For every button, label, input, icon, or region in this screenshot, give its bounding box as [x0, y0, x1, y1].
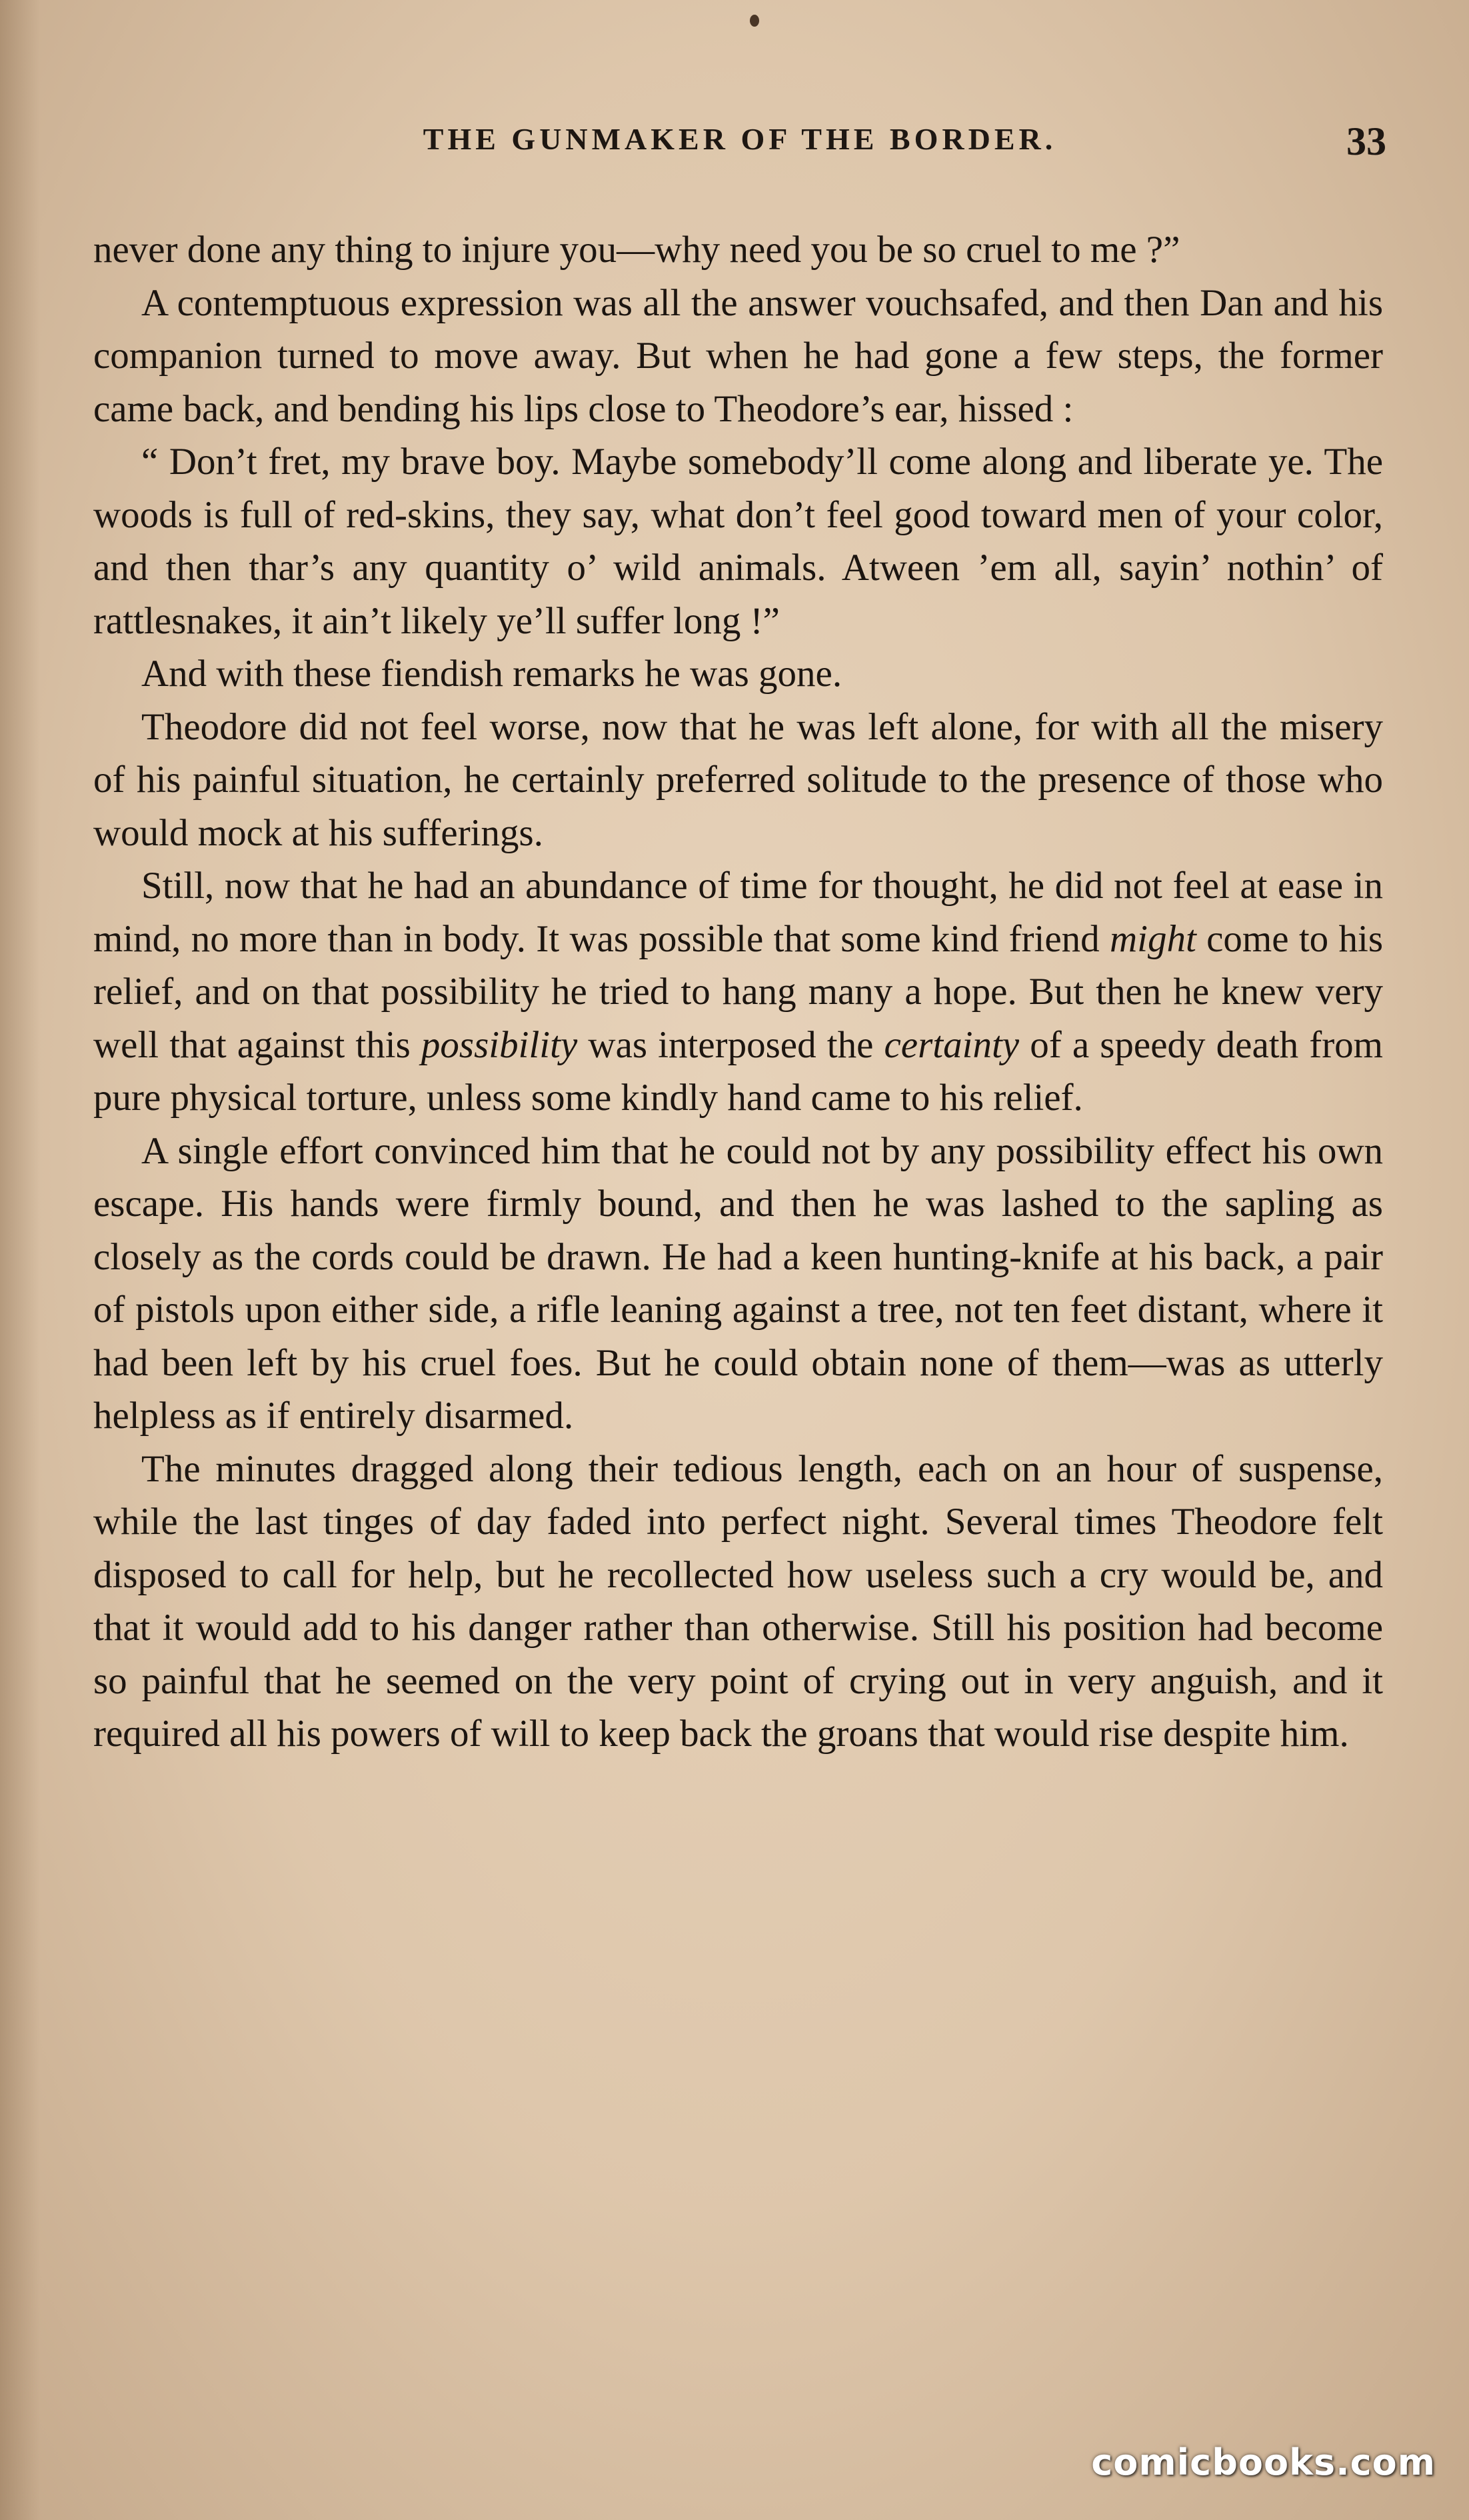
text-span: come to his relief, and on that possibility he tried to hang many a hope. But then he knew very well that against this [93, 917, 1383, 1066]
text-span: And with these fiendish remarks he was gone. [141, 653, 842, 695]
running-title: THE GUNMAKER OF THE BORDER. [423, 122, 1057, 156]
text-span: The minutes dragged along their tedious length, each on an hour of suspense, while the last tinges of day faded into perfect night. Several times Theodore felt disposed to call for help, but he recollected how useless such a cry would be, and that it would add to his danger rather than otherwise. Still his position had become so painful that he seemed on the very point of crying out in very anguish, and it required all his powers of will to keep back the groans that would rise despite him. [93, 1447, 1383, 1755]
paragraph [93, 277, 1383, 436]
paragraph [93, 435, 1383, 647]
text-span: Theodore did not feel worse, now that he was left alone, for with all the misery of his painful situation, he certainly preferred solitude to the presence of those who would mock at his sufferings. [93, 705, 1383, 854]
text-span: was interposed the [577, 1023, 884, 1066]
text-span: A contemptuous expression was all the answer vouchsafed, and then Dan and his companion turned to move away. But when he had gone a few steps, the former came back, and bending his lips close to Theodore’s ear, hissed : [93, 281, 1383, 430]
page-header [93, 119, 1386, 172]
body-text [93, 223, 1383, 1761]
page-number: 33 [1346, 119, 1386, 163]
text-span: A single effort convinced him that he could not by any possibility effect his own escape. His hands were firmly bound, and then he was lashed to the sapling as closely as the cords could be drawn. He had a keen hunting-knife at his back, a pair of pistols upon either side, a rifle leaning against a tree, not ten feet distant, where it had been left by his cruel foes. But he could obtain none of them—was as utterly helpless as if entirely disarmed. [93, 1129, 1383, 1437]
italic-word: might [1109, 917, 1196, 960]
paragraph [93, 701, 1383, 860]
italic-word: certainty [884, 1023, 1020, 1066]
ink-speck [750, 15, 759, 27]
paragraph [93, 647, 1383, 701]
text-span: of a speedy death from pure physical torture, unless some kindly hand came to his relief. [93, 1023, 1384, 1119]
paragraph [93, 1125, 1383, 1443]
watermark: comicbooks.com [1091, 2441, 1436, 2483]
paragraph [93, 1443, 1383, 1761]
paragraph [93, 859, 1383, 1125]
italic-word: possibility [421, 1023, 578, 1066]
paragraph [93, 223, 1383, 277]
text-span: never done any thing to injure you—why need you be so cruel to me ?” [93, 229, 1180, 271]
text-span: Still, now that he had an abundance of time for thought, he did not feel at ease in mind, no more than in body. It was possible that some kind friend [93, 865, 1383, 960]
text-span: “ Don’t fret, my brave boy. Maybe somebody’ll come along and liberate ye. The woods is full of red-skins, they say, what don’t feel good toward men of your color, and then thar’s any quantity o’ wild animals. Atween ’em all, sayin’ nothin’ of rattlesnakes, it ain’t likely ye’ll suffer long !” [93, 441, 1383, 642]
page-gutter-shadow [0, 0, 40, 2520]
